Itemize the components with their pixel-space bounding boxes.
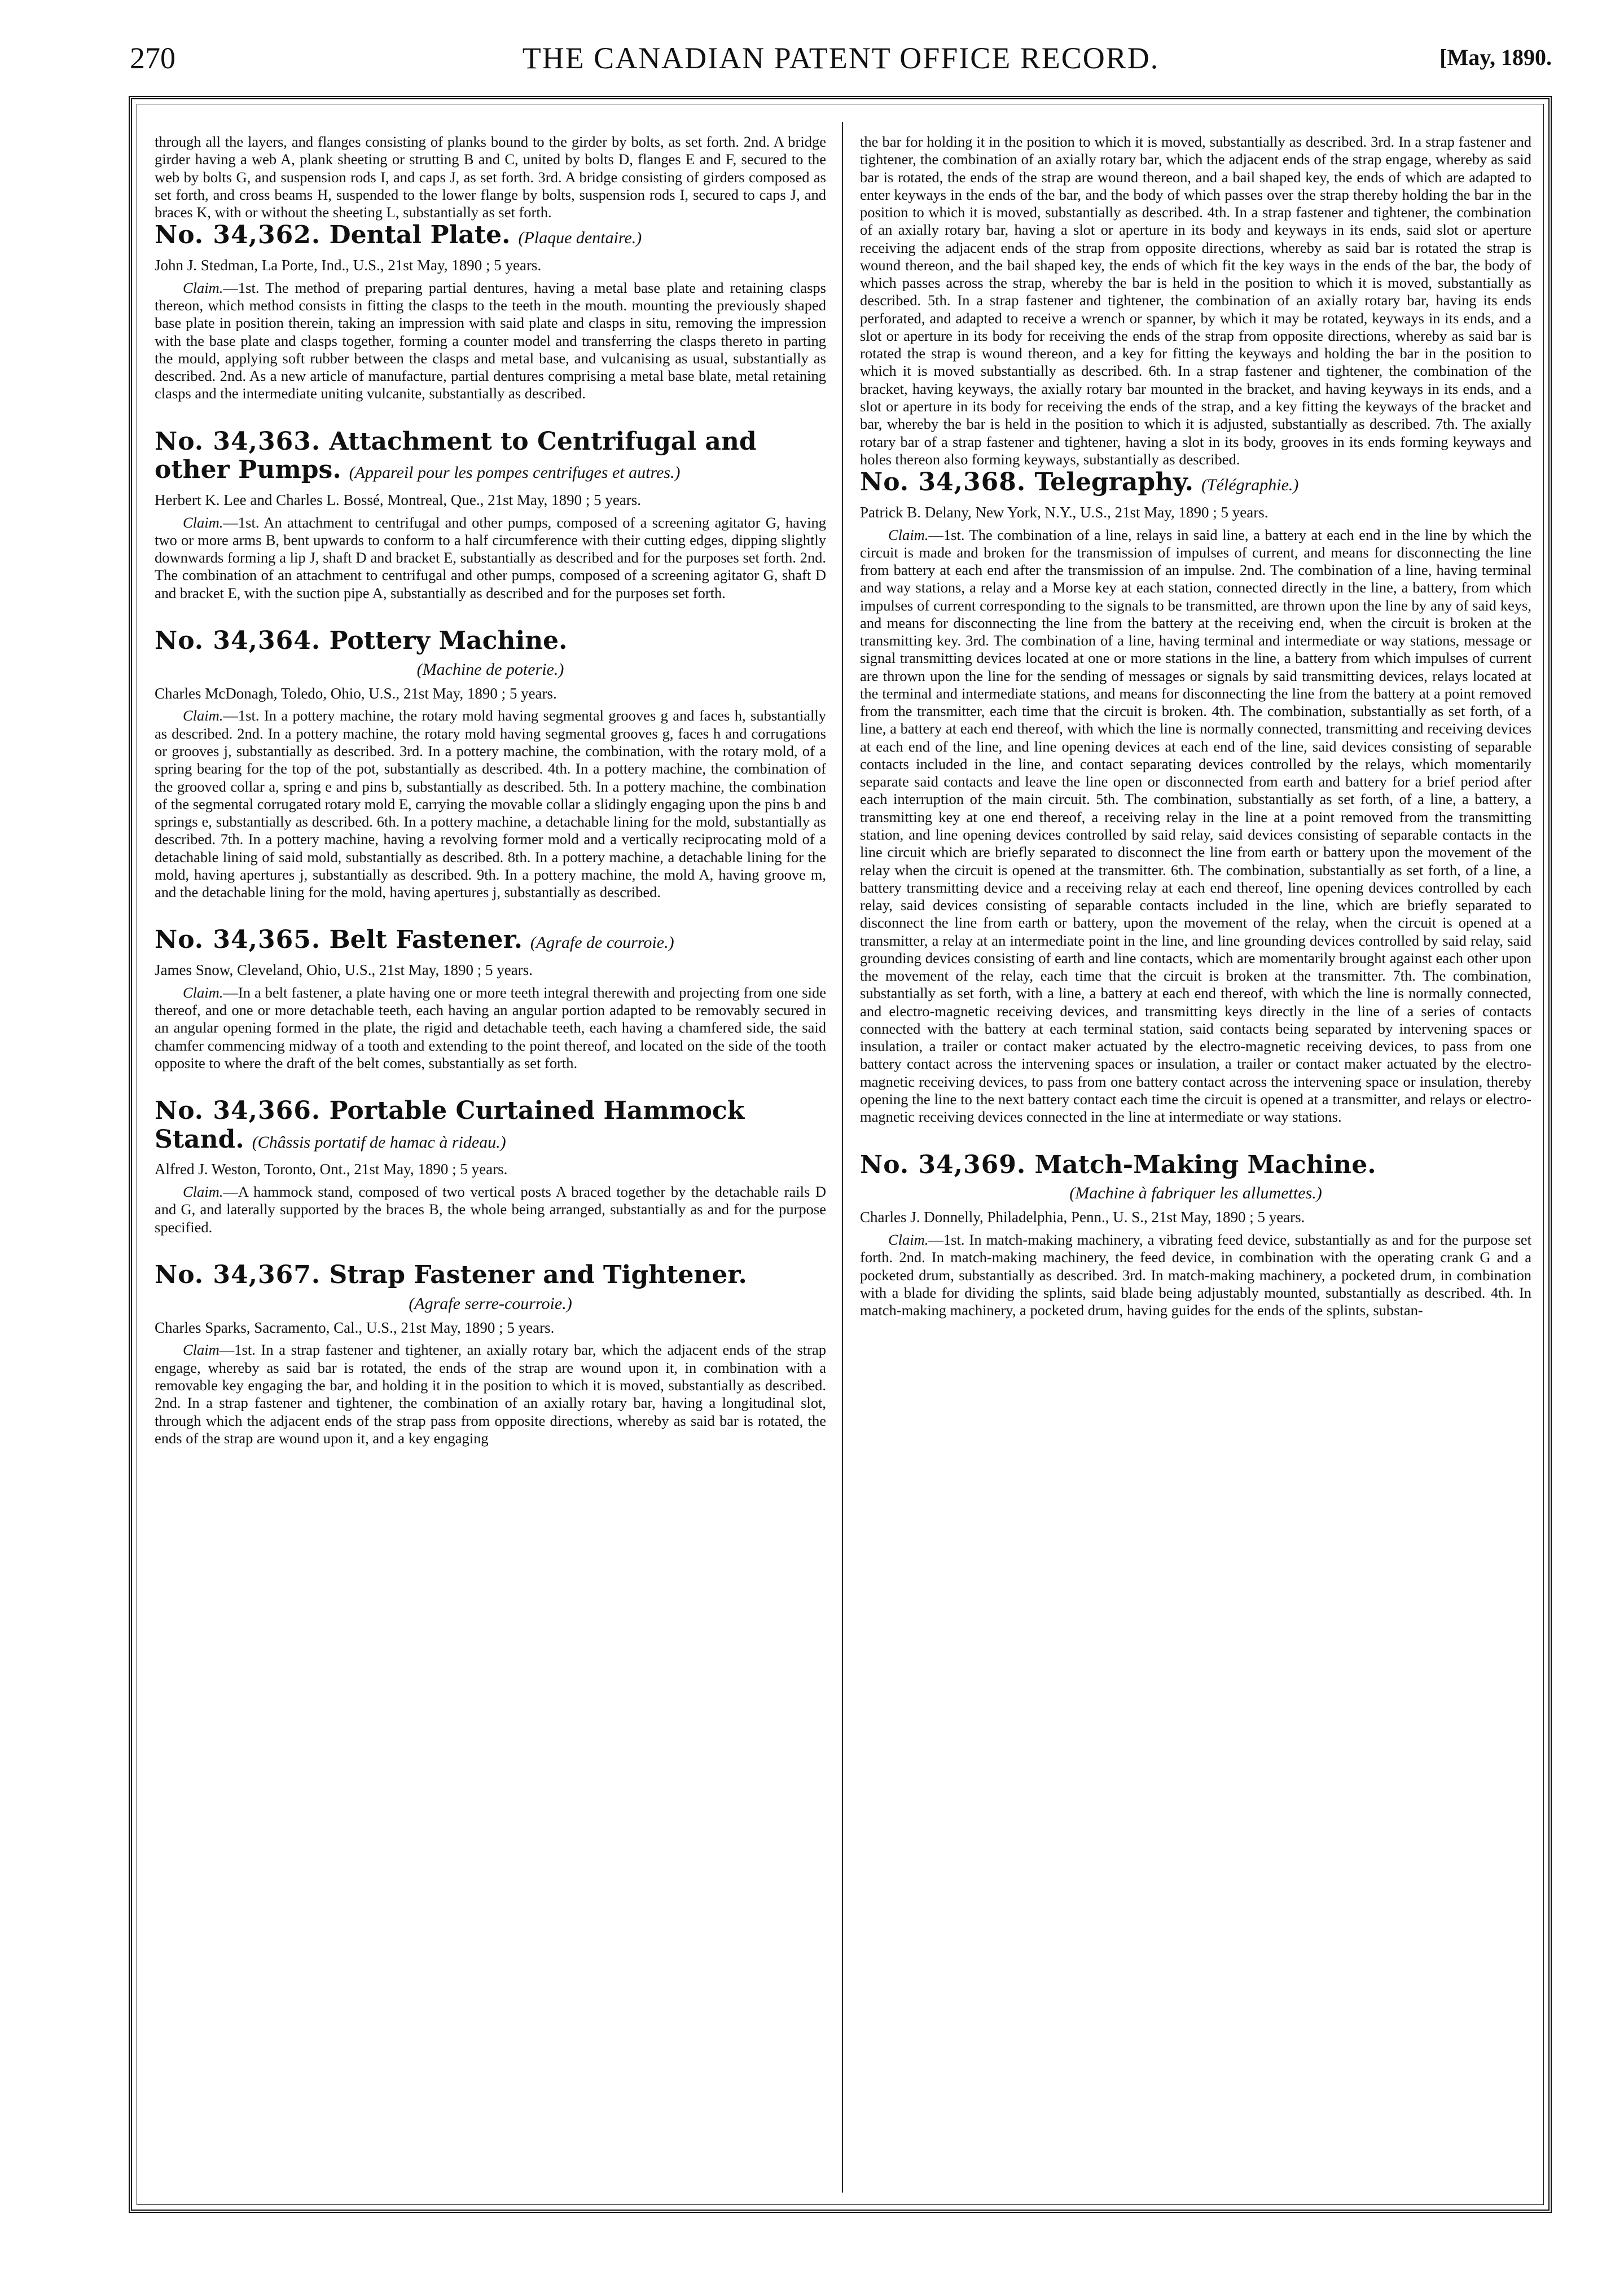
patent-heading	[155, 1097, 826, 1154]
patent-number: No. 34,364.	[155, 626, 321, 656]
patent-number: No. 34,368.	[860, 468, 1026, 497]
patent-french-title: (Machine à fabriquer les allumettes.)	[1069, 1184, 1322, 1203]
patent-inventor: Patrick B. Delany, New York, N.Y., U.S., 21st May, 1890 ; 5 years.	[860, 503, 1269, 521]
continuation-text: through all the layers, and flanges consisting of planks bound to the girder by bolts, as set forth. 2nd. A bridge girder having a web A, plank sheeting or strutting B and C, united by bolts D, flanges E and F, secured to the web by bolts G, and suspension rods I, and caps J, as set forth. 3rd. A bridge consisting of girders composed as set forth, and cross beams H, suspended to the lower flange by bolts, suspension rods I, secured to caps J, and braces K, with or without the sheeting L, substantially as set forth.	[155, 133, 826, 221]
claim-label: Claim.	[183, 513, 223, 531]
claim-text: —A hammock stand, composed of two vertical posts A braced together by the detachable rails D and G, and laterally supported by the braces B, the whole being arranged, substantially as and for the purpose specified.	[155, 1183, 826, 1236]
patent-claim	[155, 707, 826, 901]
page-header	[130, 35, 1552, 80]
patent-heading	[860, 468, 1531, 497]
patent-inventor: John J. Stedman, La Porte, Ind., U.S., 21st May, 1890 ; 5 years.	[155, 256, 542, 274]
patent-inventor: Charles McDonagh, Toledo, Ohio, U.S., 21st May, 1890 ; 5 years.	[155, 684, 557, 702]
page-title: THE CANADIAN PATENT OFFICE RECORD.	[522, 41, 1160, 75]
continuation-text: the bar for holding it in the position to which it is moved, substantially as described. 3rd. In a strap fastener and tightener, the combination of an axially rotary bar, which the adjacent ends of the strap engage, whereby as said bar is rotated, the ends of the strap are wound thereon, and a bail shaped key, the ends of which are adapted to enter keyways in the ends of the bar, and the body of which passes over the strap thereby holding the bar in the position to which it is moved, substantially as described. 4th. In a strap fastener and tightener, the combination of an axially rotary bar, having a slot or aperture in its body and keyways in its ends, said slot or aperture receiving the adjacent ends of the strap from opposite directions, whereby as said bar is rotated the strap is wound thereon, and the bail shaped key, the ends of which fit the key ways in the ends of the bar, the body of which passes across the strap, whereby the bar is held in the position to which it is moved, substantially as described. 5th. In a strap fastener and tightener, the combination of an axially rotary bar, having its ends perforated, and adapted to receive a wrench or spanner, by which it may be rotated, keyways in its ends, and a slot or aperture in its body for receiving the ends of the strap from opposite directions, whereby as said bar is rotated the strap is wound thereon, and a key for fitting the keyways and holding the bar in the position to which it is moved substantially as described. 6th. In a strap fastener and tightener, the combination of the bracket, having keyways, the axially rotary bar mounted in the bracket, and having keyways in its ends, and a slot or aperture in its body for receiving the ends of the strap, and a key fitting the keyways of the bracket and bar, whereby the bar is held in the position to which it is adjusted, substantially as described. 7th. The axially rotary bar of a strap fastener and tightener, having a slot in its body, grooves in its ends forming keyways and holes thereon also forming keyways, substantially as described.	[860, 133, 1531, 468]
patent-french-title: (Télégraphie.)	[1201, 476, 1299, 495]
claim-text: —1st. In a pottery machine, the rotary mold having segmental grooves g and faces h, substantially as described. 2nd. In a pottery machine, the rotary mold having segmental grooves g, faces h and corrugations or grooves j, substantially as described. 3rd. In a pottery machine, the combination, with the rotary mold, of a spring bearing for the top of the pot, substantially as described. 4th. In a pottery machine, the combination of the grooved collar a, spring e and pins b, substantially as described. 5th. In a pottery machine, the combination of the segmental corrugated rotary mold E, carrying the movable collar a slidingly engaging upon the pins b and springs e, substantially as described. 6th. In a pottery machine, a detachable lining for the mold, substantially as described. 7th. In a pottery machine, having a revolving former mold and a vertically reciprocating mold of a detachable lining of said mold, substantially as described. 8th. In a pottery machine, a detachable lining for the mold, having apertures j, substantially as described. 9th. In a pottery machine, the mold A, having groove m, and the detachable lining for the mold, having apertures j, substantially as described.	[155, 707, 826, 901]
patent-french-title: (Agrafe de courroie.)	[530, 933, 674, 952]
page-frame	[129, 96, 1552, 2213]
left-column	[155, 133, 826, 2187]
patent-title: Strap Fastener and Tightener.	[329, 1260, 747, 1290]
page-number: 270	[130, 41, 175, 75]
patent-heading	[155, 926, 826, 955]
patent-french-title: (Châssis portatif de hamac à rideau.)	[252, 1132, 506, 1152]
claim-label: Claim.	[888, 526, 929, 543]
claim-label: Claim.	[183, 279, 223, 296]
claim-text: —1st. An attachment to centrifugal and other pumps, composed of a screening agitator G, having two or more arms B, bent upwards to conform to a half circumference with their cutting edges, dipping slightly downwards forming a lip J, shaft D and bracket E, substantially as described and for the purposes set forth. 2nd. The combination of an attachment to centrifugal and other pumps, composed of a screening agitator G, shaft D and bracket E, with the suction pipe A, substantially as described and for the purposes set forth.	[155, 513, 826, 601]
patent-heading	[155, 1261, 826, 1290]
patent-title: Dental Plate.	[329, 221, 511, 250]
claim-text: —1st. In match-making machinery, a vibrating feed device, substantially as and for the purpose set forth. 2nd. In match-making machinery, the feed device, in combination with the operating crank G and a pocketed drum, substantially as described. 3rd. In match-making machinery, a pocketed drum, in combination with a blade for dividing the splints, said blade being adjustably mounted, substantially as described. 4th. In match-making machinery, a pocketed drum, having guides for the ends of the splints, substan-	[860, 1231, 1531, 1319]
patent-french-title: (Plaque dentaire.)	[518, 229, 642, 248]
claim-label: Claim	[183, 1341, 220, 1359]
patent-title: Attachment to Centrifugal and other Pumps.	[155, 427, 757, 485]
patent-claim	[155, 1183, 826, 1236]
patent-title: Match-Making Machine.	[1034, 1150, 1376, 1179]
patent-inventor: Charles Sparks, Sacramento, Cal., U.S., 21st May, 1890 ; 5 years.	[155, 1319, 555, 1336]
patent-title: Portable Curtained Hammock Stand.	[155, 1096, 745, 1154]
patent-number: No. 34,365.	[155, 925, 321, 955]
patent-entry	[860, 1151, 1531, 1320]
patent-number: No. 34,366.	[155, 1096, 321, 1126]
patent-french-title: (Machine de poterie.)	[416, 660, 564, 679]
patent-entry	[155, 221, 826, 402]
patent-inventor: Charles J. Donnelly, Philadelphia, Penn., U. S., 21st May, 1890 ; 5 years.	[860, 1209, 1305, 1226]
claim-label: Claim.	[183, 983, 223, 1001]
patent-entry	[860, 468, 1531, 1126]
patent-entry	[155, 428, 826, 602]
issue-date: [May, 1890.	[1439, 45, 1552, 70]
patent-number: No. 34,362.	[155, 221, 321, 250]
patent-entry	[155, 1097, 826, 1236]
claim-text: —In a belt fastener, a plate having one or more teeth integral therewith and projecting from one side thereof, and one or more detachable teeth, each having an angular portion adapted to be removably secured in an angular opening formed in the plate, the rigid and detachable teeth, each having a chamfered side, the said chamfer commencing midway of a tooth and extending to the point thereof, and located on the side of the tooth opposite to where the draft of the belt comes, substantially as set forth.	[155, 983, 826, 1071]
patent-title: Telegraphy.	[1034, 468, 1193, 497]
patent-heading	[860, 1151, 1531, 1180]
patent-inventor: Alfred J. Weston, Toronto, Ont., 21st May, 1890 ; 5 years.	[155, 1161, 508, 1178]
claim-label: Claim.	[183, 1183, 223, 1201]
patent-inventor: Herbert K. Lee and Charles L. Bossé, Montreal, Que., 21st May, 1890 ; 5 years.	[155, 491, 642, 508]
patent-claim	[860, 526, 1531, 1126]
patent-number: No. 34,369.	[860, 1150, 1026, 1179]
claim-text: —1st. In a strap fastener and tightener, an axially rotary bar, which the adjacent ends of the strap engage, whereby as said bar is rotated, the ends of the strap are wound upon it, in combination with a removable key engaging the bar, and holding it in the position to which it is moved, substantially as described. 2nd. In a strap fastener and tightener, the combination of an axially rotary bar, having a longitudinal slot, through which the adjacent ends of the strap pass from opposite directions, whereby as said bar is rotated, the ends of the strap are wound upon it, and a key engaging	[155, 1341, 826, 1447]
patent-french-title: (Agrafe serre-courroie.)	[409, 1294, 572, 1313]
patent-claim	[155, 514, 826, 602]
patent-claim	[155, 1341, 826, 1447]
claim-label: Claim.	[183, 707, 223, 724]
patent-title: Pottery Machine.	[329, 626, 568, 656]
claim-label: Claim.	[888, 1231, 929, 1248]
claim-text: —1st. The combination of a line, relays in said line, a battery at each end in the line by which the circuit is made and broken for the transmission of impulses of current, and means for disconnecting the line from battery at each end after the transmission of an impulse. 2nd. The combination of a line, having terminal and way stations, a relay and a Morse key at each station, connected directly in the line, a battery, from which impulses of current corresponding to the signals to be transmitted, are thrown upon the line by any of said keys, and means for disconnecting the line from the battery at the receiving end, when the circuit is broken at the transmitting key. 3rd. The combination of a line, having terminal and intermediate or way stations, message or signal transmitting devices located at one or more stations in the line, a battery from which impulses of current are thrown upon the line for the sending of messages or signals by said transmitting devices, relays located at the terminal and intermediate stations, and means for disconnecting the line from the battery at a point removed from the transmitter, each time that the circuit is broken. 4th. The combination, substantially as set forth, of a line, a battery at each end thereof, with which the line is normally connected, transmitting and receiving devices at each end of the line, and line opening devices at each end of the line, said devices consisting of separable contacts included in the line, and contact separating devices controlled by the relays, which momentarily separate said contacts and leave the line open or disconnected from earth and battery for a brief period after each interruption of the main circuit. 5th. The combination, substantially as set forth, of a line, a battery, a transmitting key at one end thereof, a receiving relay in the line at a point removed from the transmitting station, and line opening devices controlled by said relay, said devices consisting of separable contacts in the line circuit which are briefly separated to disconnect the line from earth or battery upon the movement of the relay when the circuit is opened at the transmitter. 6th. The combination, substantially as set forth, of a line, a battery transmitting device and a receiving relay at each end thereof, line opening devices controlled by each relay, said devices consisting of separable contacts included in the line, which are briefly separated to disconnect the line from earth or battery, upon the movement of the relay, when the circuit is opened at a transmitter, a relay at an intermediate point in the line, and line grounding devices controlled by said relay, said grounding devices consisting of earth and line contacts, which are momentarily brought against each other upon the movement of the relay, each time that the circuit is broken at the transmitter. 7th. The combination, substantially as set forth, with a line, a battery at each end thereof, with which the line is normally connected, and electro-magnetic receiving devices, and transmitting keys directly in the line of a series of contacts connected with the battery at each terminal station, said contacts being separated by intervening spaces or insulation, a trailer or contact maker actuated by the electro-magnetic receiving devices, to pass from one battery contact across the intervening spaces or insulation, a trailer or contact maker actuated by the electro-magnetic receiving devices, to pass from one battery contact across the intervening space or insulation, thereby opening the line to the next battery contact each time the circuit is opened at a transmitter, and relays or electro-magnetic receiving devices connected in the line at intermediate or way stations.	[860, 526, 1531, 1126]
patent-claim	[155, 984, 826, 1072]
patent-inventor: James Snow, Cleveland, Ohio, U.S., 21st May, 1890 ; 5 years.	[155, 961, 533, 978]
patent-heading	[155, 627, 826, 656]
patent-french-title: (Appareil pour les pompes centrifuges et autres.)	[349, 463, 681, 482]
patent-claim	[860, 1231, 1531, 1319]
claim-text: —1st. The method of preparing partial dentures, having a metal base plate and retaining clasps thereon, which method consists in fitting the clasps to the teeth in the mouth. mounting the previously shaped base plate in position therein, taking an impression with said plate and clasps in situ, removing the impression with the base plate and clasps together, forming a counter model and transferring the clasps thereto in parting the mould, applying soft rubber between the clasps and metal base, and vulcanising as usual, substantially as described. 2nd. As a new article of manufacture, partial dentures comprising a metal base blate, metal retaining clasps and the intermediate uniting vulcanite, substantially as described.	[155, 279, 826, 402]
patent-title: Belt Fastener.	[329, 925, 523, 955]
patent-entry	[155, 1261, 826, 1447]
column-divider	[842, 122, 843, 2193]
patent-heading	[155, 428, 826, 485]
patent-entry	[155, 926, 826, 1072]
patent-entry	[155, 627, 826, 901]
patent-heading	[155, 221, 826, 250]
right-column	[860, 133, 1531, 2187]
patent-number: No. 34,367.	[155, 1260, 321, 1290]
patent-claim	[155, 279, 826, 403]
patent-number: No. 34,363.	[155, 427, 321, 456]
